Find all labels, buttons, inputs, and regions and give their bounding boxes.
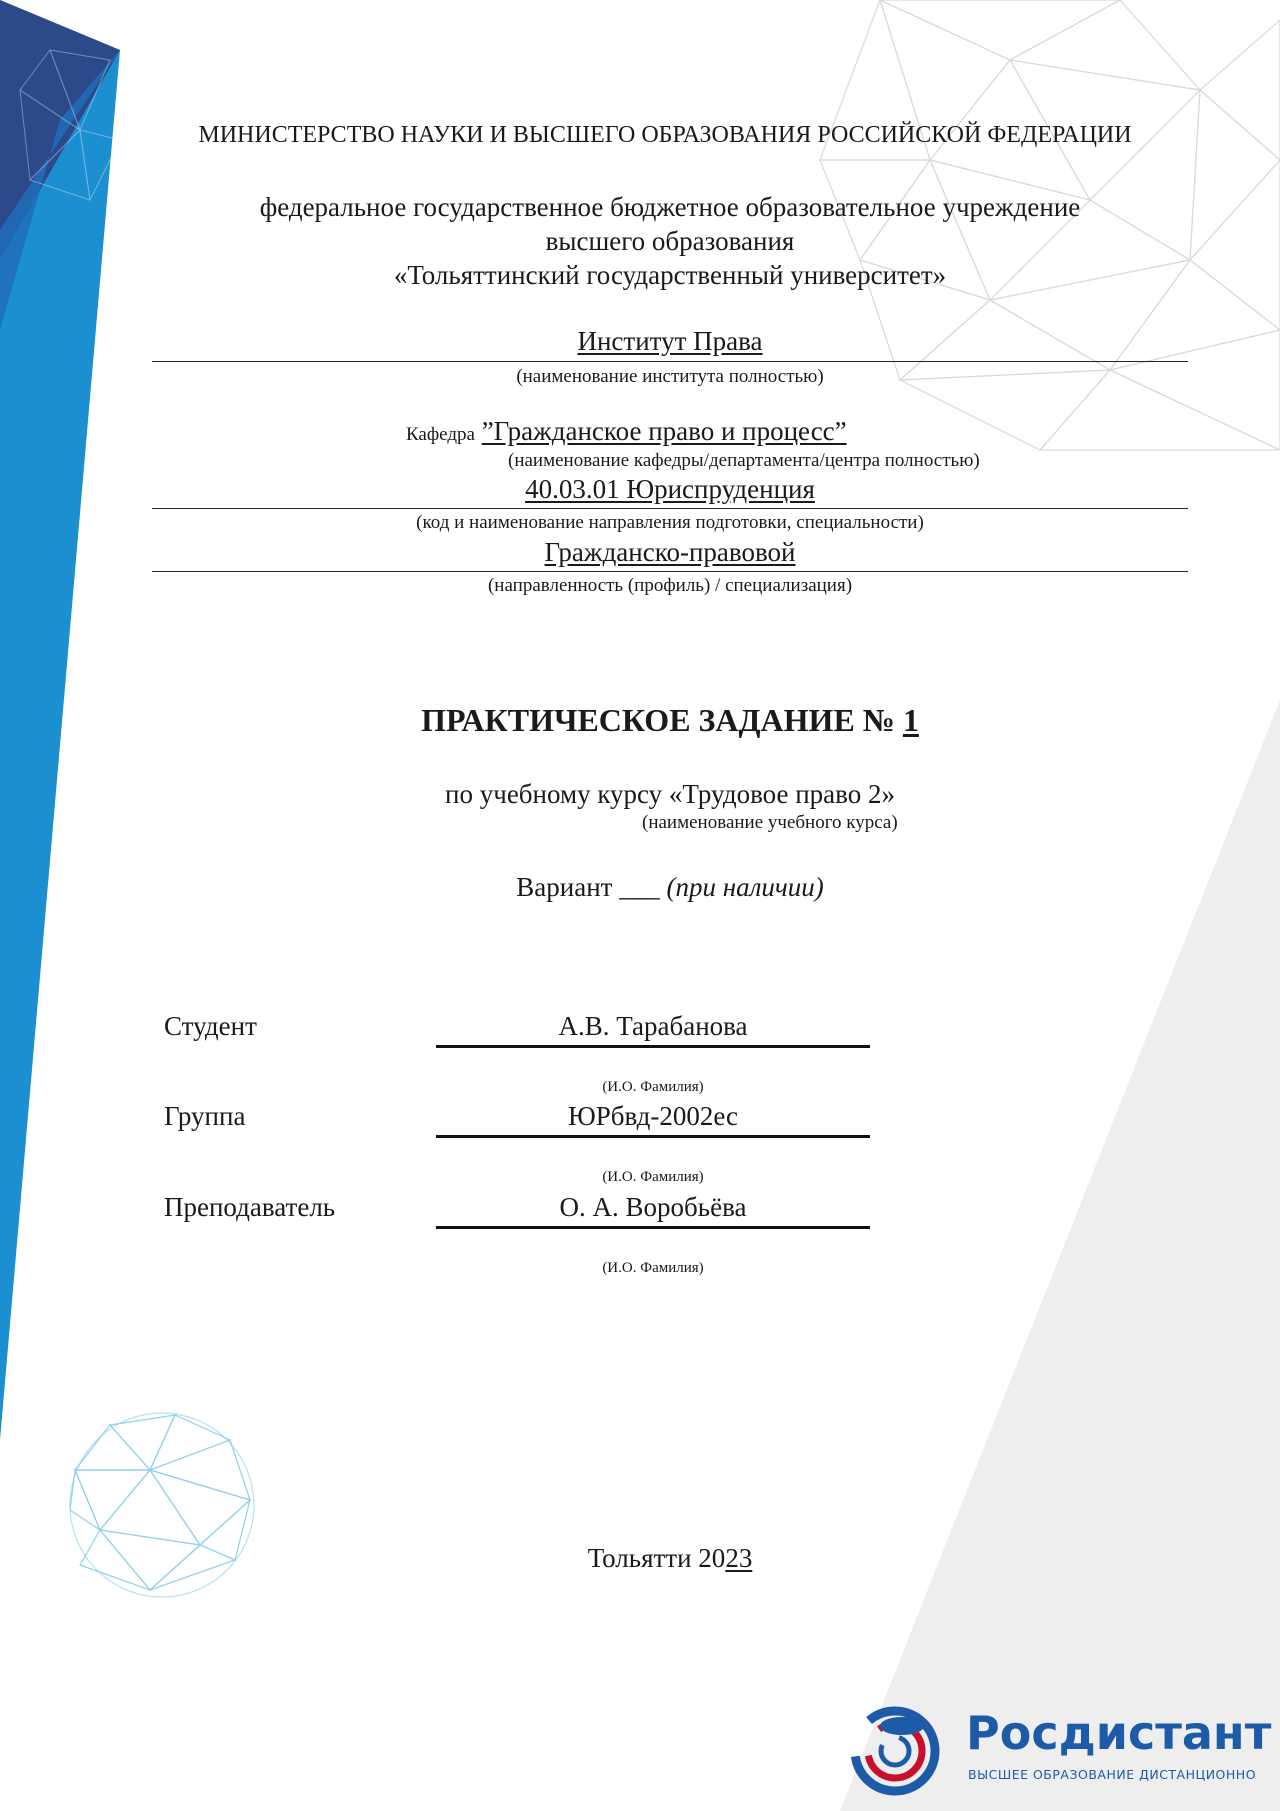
profile-field — [152, 537, 1188, 568]
university-name: «Тольяттинский государственный университет» — [393, 260, 947, 290]
institute-line — [152, 361, 1188, 362]
city-year — [140, 1543, 1200, 1574]
teacher-value: О. А. Воробьёва — [559, 1192, 747, 1222]
profile-caption: (направленность (профиль) / специализация) — [487, 575, 853, 596]
assignment-title-prefix: ПРАКТИЧЕСКОЕ ЗАДАНИЕ № — [421, 702, 895, 738]
city-year-suffix: 23 — [725, 1543, 753, 1573]
right-grey-wedge — [840, 700, 1280, 1811]
brand-name: Росдистант — [966, 1706, 1272, 1760]
teacher-caption: (И.О. Фамилия) — [602, 1260, 704, 1276]
course-caption: (наименование учебного курса) — [642, 812, 898, 833]
ministry-title: МИНИСТЕРСТВО НАУКИ И ВЫСШЕГО ОБРАЗОВАНИЯ РОССИЙСКОЙ ФЕДЕРАЦИИ — [198, 122, 1132, 148]
department-field — [406, 416, 847, 447]
profile-line — [152, 571, 1188, 572]
profile-value: Гражданско-правовой — [544, 537, 796, 567]
student-caption: (И.О. Фамилия) — [602, 1079, 704, 1095]
city-year-prefix: Тольятти 20 — [587, 1543, 726, 1573]
student-line — [436, 1045, 870, 1048]
program-line — [152, 508, 1188, 509]
group-caption: (И.О. Фамилия) — [602, 1169, 704, 1185]
group-label: Группа — [164, 1101, 246, 1131]
program-value: 40.03.01 Юриспруденция — [525, 474, 815, 504]
institution-type — [140, 190, 1200, 292]
student-label: Студент — [164, 1011, 257, 1041]
teacher-line — [436, 1226, 870, 1229]
program-field — [152, 474, 1188, 505]
program-caption: (код и наименование направления подготовки, специальности) — [416, 512, 924, 533]
variant-label: Вариант ___ — [516, 872, 660, 902]
institute-field — [152, 326, 1188, 357]
assignment-title — [140, 702, 1200, 739]
department-label: Кафедра — [406, 424, 475, 445]
assignment-number: 1 — [902, 702, 919, 738]
group-line — [436, 1135, 870, 1138]
swirl-icon — [850, 1706, 940, 1796]
variant-line — [140, 872, 1200, 903]
department-value: ”Гражданское право и процесс” — [481, 416, 847, 446]
institute-value: Институт Права — [577, 326, 763, 356]
student-value: А.В. Тарабанова — [558, 1011, 748, 1041]
variant-note: (при наличии) — [666, 872, 824, 902]
brand-tagline: ВЫСШЕЕ ОБРАЗОВАНИЕ ДИСТАНЦИОННО — [968, 1767, 1257, 1782]
department-caption: (наименование кафедры/департамента/центра полностью) — [508, 450, 980, 471]
institute-caption: (наименование института полностью) — [516, 366, 824, 387]
teacher-label: Преподаватель — [164, 1192, 336, 1222]
institution-line-1: федеральное государственное бюджетное образовательное учреждение — [259, 192, 1081, 222]
course-line: по учебному курсу «Трудовое право 2» — [445, 779, 895, 809]
institution-line-2: высшего образования — [545, 226, 795, 256]
rosdistant-logo-mark — [850, 1706, 940, 1796]
group-value: ЮРбвд-2002ес — [568, 1101, 738, 1131]
